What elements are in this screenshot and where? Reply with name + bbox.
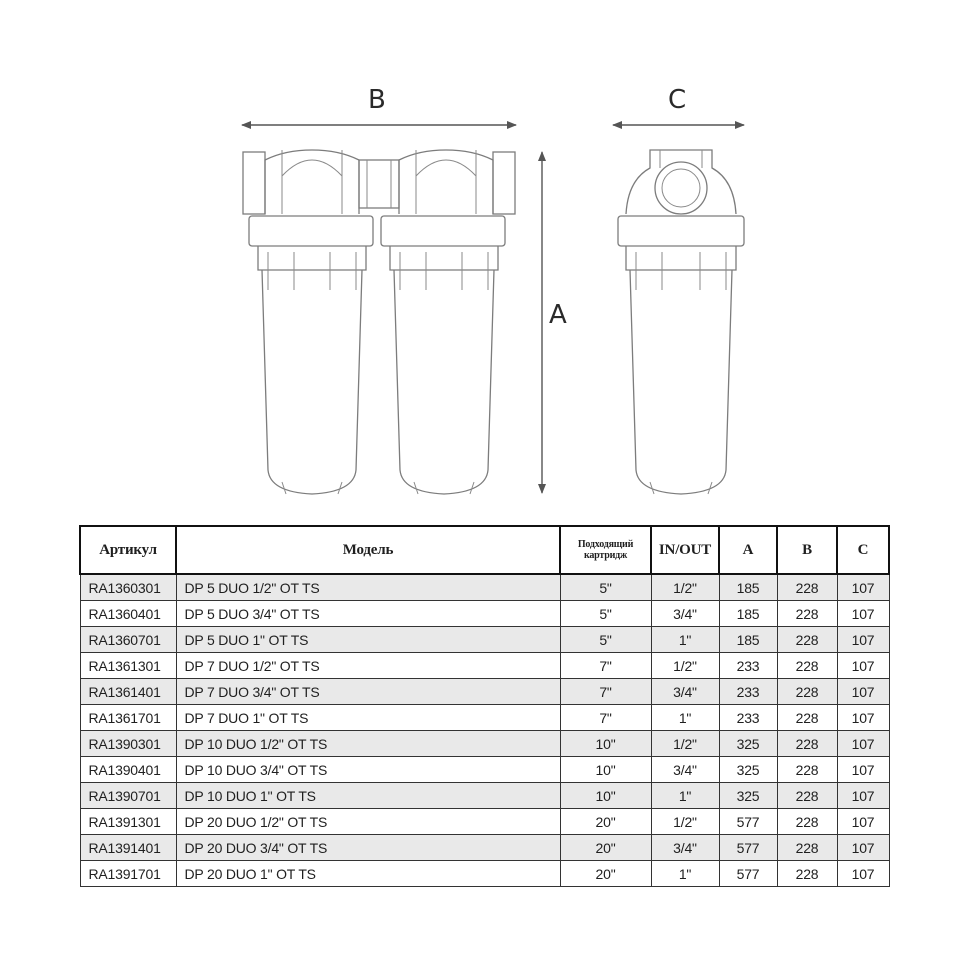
- header-article: Артикул: [80, 526, 176, 574]
- cell-inout: 1": [651, 861, 719, 887]
- table-row: [80, 679, 889, 705]
- header-inout: IN/OUT: [651, 526, 719, 574]
- cell-inout: 1": [651, 627, 719, 653]
- cell-model: DP 5 DUO 3/4" OT TS: [176, 601, 560, 627]
- double-housing-front-view: [243, 150, 515, 494]
- cell-inout: 1": [651, 705, 719, 731]
- cell-article: RA1391701: [80, 861, 176, 887]
- cell-cartridge: 5": [560, 601, 651, 627]
- cell-b: 228: [777, 757, 837, 783]
- cell-a: 185: [719, 574, 777, 601]
- cell-c: 107: [837, 653, 889, 679]
- table-row: [80, 574, 889, 601]
- cell-model: DP 20 DUO 3/4" OT TS: [176, 835, 560, 861]
- dimension-c-label: C: [668, 85, 687, 115]
- header-model: Модель: [176, 526, 560, 574]
- cell-model: DP 10 DUO 1/2" OT TS: [176, 731, 560, 757]
- cell-c: 107: [837, 731, 889, 757]
- cell-c: 107: [837, 861, 889, 887]
- cell-cartridge: 20": [560, 861, 651, 887]
- cell-cartridge: 10": [560, 757, 651, 783]
- cell-article: RA1390701: [80, 783, 176, 809]
- table-row: [80, 809, 889, 835]
- housing-side-view: [618, 150, 744, 494]
- cell-article: RA1390301: [80, 731, 176, 757]
- cell-b: 228: [777, 601, 837, 627]
- cell-c: 107: [837, 835, 889, 861]
- cell-a: 233: [719, 705, 777, 731]
- cell-b: 228: [777, 705, 837, 731]
- cell-a: 325: [719, 731, 777, 757]
- table-row: [80, 627, 889, 653]
- cell-b: 228: [777, 679, 837, 705]
- table-row: [80, 783, 889, 809]
- table-row: [80, 757, 889, 783]
- cell-c: 107: [837, 705, 889, 731]
- cell-cartridge: 20": [560, 835, 651, 861]
- cell-cartridge: 20": [560, 809, 651, 835]
- table-row: [80, 601, 889, 627]
- cell-c: 107: [837, 574, 889, 601]
- table-row: [80, 653, 889, 679]
- cell-b: 228: [777, 653, 837, 679]
- cell-model: DP 7 DUO 1" OT TS: [176, 705, 560, 731]
- cell-a: 325: [719, 757, 777, 783]
- cell-model: DP 7 DUO 1/2" OT TS: [176, 653, 560, 679]
- cell-article: RA1361701: [80, 705, 176, 731]
- cell-article: RA1360301: [80, 574, 176, 601]
- cell-a: 577: [719, 835, 777, 861]
- table-row: [80, 835, 889, 861]
- cell-model: DP 10 DUO 3/4" OT TS: [176, 757, 560, 783]
- header-a: A: [719, 526, 777, 574]
- cell-inout: 1/2": [651, 809, 719, 835]
- cell-cartridge: 10": [560, 783, 651, 809]
- header-cartridge-line2: картридж: [583, 550, 628, 561]
- cell-model: DP 7 DUO 3/4" OT TS: [176, 679, 560, 705]
- cell-inout: 3/4": [651, 679, 719, 705]
- cell-cartridge: 7": [560, 653, 651, 679]
- cell-c: 107: [837, 601, 889, 627]
- cell-inout: 1/2": [651, 653, 719, 679]
- cell-model: DP 5 DUO 1" OT TS: [176, 627, 560, 653]
- cell-cartridge: 7": [560, 705, 651, 731]
- cell-article: RA1360701: [80, 627, 176, 653]
- dimension-a-label: A: [549, 300, 567, 330]
- cell-c: 107: [837, 809, 889, 835]
- cell-inout: 1/2": [651, 731, 719, 757]
- cell-cartridge: 10": [560, 731, 651, 757]
- cell-inout: 3/4": [651, 601, 719, 627]
- header-cartridge-line1: Подходящий: [577, 539, 634, 550]
- cell-c: 107: [837, 627, 889, 653]
- cell-model: DP 5 DUO 1/2" OT TS: [176, 574, 560, 601]
- cell-a: 233: [719, 679, 777, 705]
- table-row: [80, 705, 889, 731]
- cell-c: 107: [837, 757, 889, 783]
- cell-inout: 3/4": [651, 757, 719, 783]
- cell-model: DP 20 DUO 1" OT TS: [176, 861, 560, 887]
- table-row: [80, 861, 889, 887]
- cell-a: 577: [719, 861, 777, 887]
- cell-c: 107: [837, 783, 889, 809]
- cell-inout: 3/4": [651, 835, 719, 861]
- cell-b: 228: [777, 731, 837, 757]
- cell-c: 107: [837, 679, 889, 705]
- cell-b: 228: [777, 783, 837, 809]
- cell-article: RA1390401: [80, 757, 176, 783]
- cell-model: DP 20 DUO 1/2" OT TS: [176, 809, 560, 835]
- spec-table: [79, 525, 890, 887]
- cell-a: 185: [719, 601, 777, 627]
- cell-article: RA1361301: [80, 653, 176, 679]
- cell-article: RA1391401: [80, 835, 176, 861]
- cell-article: RA1391301: [80, 809, 176, 835]
- cell-b: 228: [777, 835, 837, 861]
- cell-cartridge: 5": [560, 574, 651, 601]
- header-cartridge: [560, 526, 651, 574]
- header-b: B: [777, 526, 837, 574]
- table-header-row: [80, 526, 889, 574]
- cell-a: 233: [719, 653, 777, 679]
- spec-table-body: [80, 574, 889, 887]
- cell-cartridge: 7": [560, 679, 651, 705]
- table-row: [80, 731, 889, 757]
- cell-model: DP 10 DUO 1" OT TS: [176, 783, 560, 809]
- cell-inout: 1/2": [651, 574, 719, 601]
- cell-article: RA1361401: [80, 679, 176, 705]
- header-c: C: [837, 526, 889, 574]
- cell-a: 577: [719, 809, 777, 835]
- cell-article: RA1360401: [80, 601, 176, 627]
- cell-b: 228: [777, 809, 837, 835]
- cell-b: 228: [777, 574, 837, 601]
- cell-b: 228: [777, 861, 837, 887]
- cell-a: 185: [719, 627, 777, 653]
- cell-cartridge: 5": [560, 627, 651, 653]
- cell-inout: 1": [651, 783, 719, 809]
- cell-b: 228: [777, 627, 837, 653]
- cell-a: 325: [719, 783, 777, 809]
- dimension-b-label: B: [368, 85, 386, 115]
